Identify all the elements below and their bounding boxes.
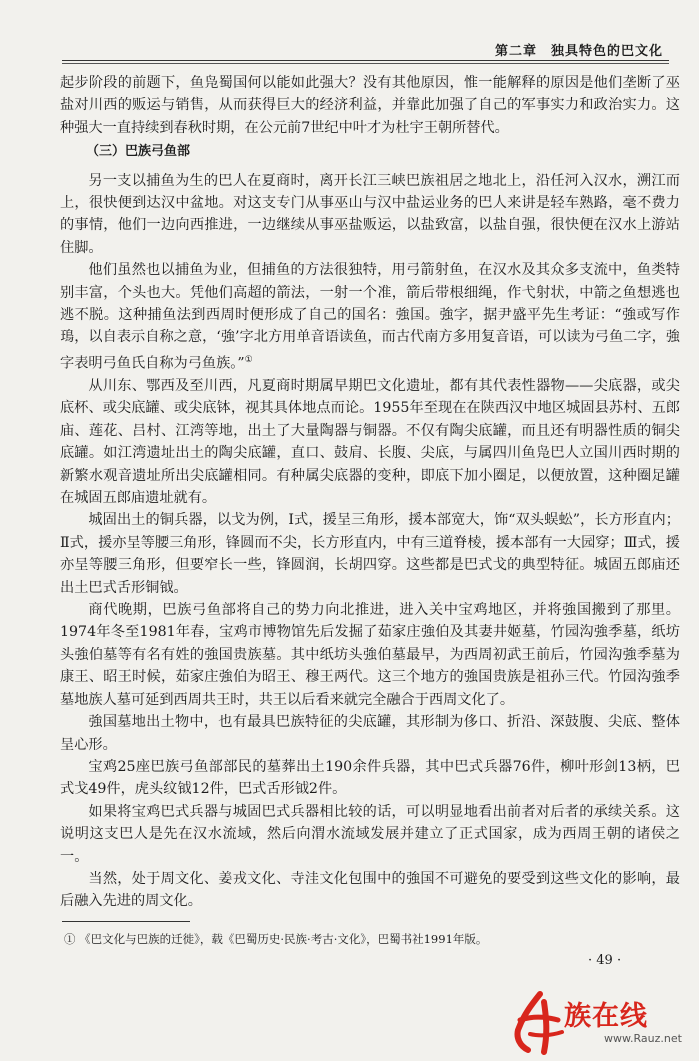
watermark-site-name: 族在线 <box>564 1001 648 1032</box>
footnote <box>64 931 664 947</box>
paragraph-2: 另一支以捕鱼为生的巴人在夏商时，离开长江三峡巴族祖居之地北上，沿任河入汉水，溯江而上，很快便到达汉中盆地。对这支专门从事巫山与汉中盐运业务的巴人来讲是轻车熟路，毫不费力的事情，他们一边向西推进，一边继续从事巫盐贩运，以盐致富，以盐自强，很快便在汉水上游站住脚。 <box>60 172 680 256</box>
paragraph-8: 宝鸡25座巴族弓鱼部部民的墓葬出土190余件兵器，其中巴式兵器76件，柳叶形剑13柄，巴式戈49件，虎头纹钺12件，巴式舌形钺2件。 <box>60 758 680 798</box>
paragraph-9: 如果将宝鸡巴式兵器与城固巴式兵器相比较的话，可以明显地看出前者对后者的承续关系。这说明这支巴人是先在汉水流域，然后向渭水流域发展并建立了正式国家，成为西周王朝的诸侯之一。 <box>60 803 680 865</box>
paragraph-6: 商代晚期，巴族弓鱼部将自己的势力向北推进，进入关中宝鸡地区，并将強国搬到了那里。1974年冬至1981年春，宝鸡市博物馆先后发掘了茹家庄強伯及其妻井姬墓，竹园沟強季墓，纸坊头強伯墓等有名有姓的強国贵族墓。其中纸坊头強伯墓最早，为西周初武王前后，竹园沟強季墓为康王、昭王时候，茹家庄強伯为昭王、穆王两代。这三个地方的強国贵族是祖孙三代。竹园沟強季墓地族人墓可延到西周共王时，共王以后看来就完全融合于西周文化了。 <box>60 602 680 708</box>
footnote-rule <box>62 921 190 922</box>
footnote-ref[interactable]: ① <box>244 354 253 365</box>
brush-logo-icon <box>510 990 566 1056</box>
header-rule <box>62 60 669 61</box>
paragraph-1: 起步阶段的前题下，鱼凫蜀国何以能如此强大？没有其他原因，惟一能解释的原因是他们垄断了巫盐对川西的贩运与销售，从而获得巨大的经济利益，并靠此加强了自己的军事实力和政治实力。这种强大一直持续到春秋时期，在公元前7世纪中叶才为杜宇王朝所替代。 <box>60 75 680 136</box>
body-text <box>60 72 680 913</box>
footnote-marker: ① <box>64 932 76 946</box>
footnote-text: 《巴文化与巴族的迁徙》，载《巴蜀历史·民族·考古·文化》，巴蜀书社1991年版。 <box>79 932 488 946</box>
paragraph-3-text: 他们虽然也以捕鱼为业，但捕鱼的方法很独特，用弓箭射鱼，在汉水及其众多支流中，鱼类特别丰富，个头也大。凭他们高超的箭法，一射一个准，箭后带根细绳，作弋射状，中箭之鱼想逃也逃不脱。这种捕鱼法到西周时便形成了自己的国名：強国。強字，据尹盛平先生考证：“強或写作鳿，以自表示自称之意，‘強’字北方用单音语读鱼，而古代南方多用复音语，可以读为弓鱼二字，強字表明弓鱼氏自称为弓鱼族。” <box>60 262 680 372</box>
section-heading: （三）巴族弓鱼部 <box>86 144 191 160</box>
paragraph-3 <box>60 259 680 375</box>
paragraph-4: 从川东、鄂西及至川西，凡夏商时期属早期巴文化遗址，都有其代表性器物——尖底器，或尖底杯、或尖底罐、或尖底钵，视其具体地点而论。1955年至现在在陕西汉中地区城固县苏村、五郎庙、莲花、吕村、江湾等地，出土了大量陶器与铜器。不仅有陶尖底罐，而且还有明器性质的铜尖底罐。如江湾遗址出土的陶尖底罐，直口、鼓肩、长腹、尖底，与属四川鱼凫巴人立国川西时期的新繁水观音遗址所出尖底罐相同。有种属尖底器的变种，即底下加小圈足，以便放置，这种圈足罐在城固五郎庙遗址就有。 <box>60 378 680 507</box>
paragraph-5: 城固出土的铜兵器，以戈为例，Ⅰ式，援呈三角形，援本部宽大，饰“双头蜈蚣”，长方形直内；Ⅱ式，援亦呈等腰三角形，锋圆而不尖，长方形直内，中有三道脊棱，援本部有一大园穿；Ⅲ式，援亦呈等腰三角形，但要窄长一些，锋圆润，长胡四穿。这些都是巴式戈的典型特征。城固五郎庙还出土巴式舌形铜钺。 <box>60 512 680 596</box>
running-head: 第二章 独具特色的巴文化 <box>494 44 663 59</box>
paragraph-10: 当然，处于周文化、姜戎文化、寺洼文化包围中的強国不可避免的要受到这些文化的影响，最后融入先进的周文化。 <box>60 870 680 910</box>
page-number: · 49 · <box>588 953 622 968</box>
paragraph-7: 強国墓地出土物中，也有最具巴族特征的尖底罐，其形制为侈口、折沿、深鼓腹、尖底、整体呈心形。 <box>60 714 680 753</box>
header-rule-thin <box>62 63 669 64</box>
watermark-url[interactable]: www.Rauz.net <box>604 1032 682 1045</box>
site-watermark[interactable] <box>508 990 698 1060</box>
